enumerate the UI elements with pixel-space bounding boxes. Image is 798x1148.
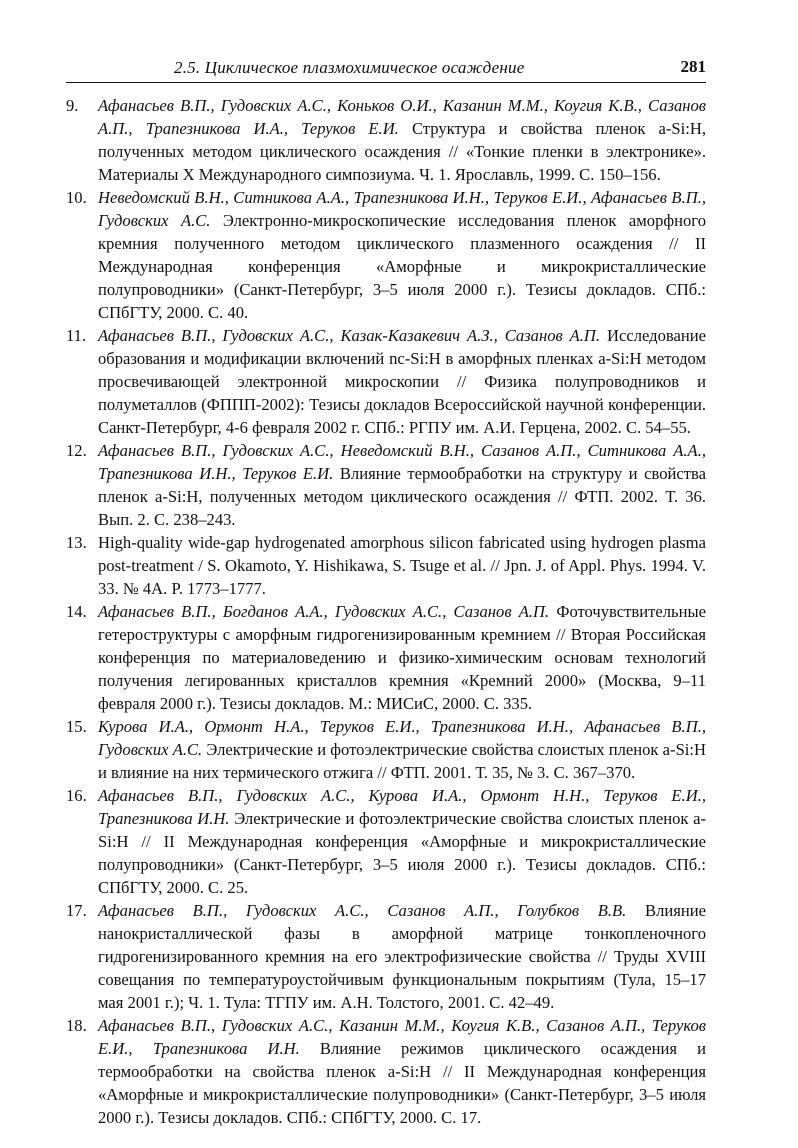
reference-item xyxy=(66,899,706,1014)
page-number: 281 xyxy=(680,57,706,76)
reference-item xyxy=(66,1014,706,1129)
reference-item xyxy=(66,600,706,715)
reference-list xyxy=(66,94,706,1129)
reference-text: Влияние режимов циклического осаждения и термообработки на свойства пленок a-Si:H // II Международная конференция «Аморфные и микрокристаллические полупроводники» (Санкт-Петербург, 3–5 июля 2000 г.). Тезисы докладов. СПб.: СПбГТУ, 2000. С. 17. xyxy=(98,1039,706,1127)
reference-text: Влияние нанокристаллической фазы в аморфной матрице тонкопленочного гидрогенизированного кремния на его электрофизические свойства // Труды XVIII совещания по температуроустойчивым функциональным покрытиям (Тула, 15–17 мая 2001 г.); Ч. 1. Тула: ТГПУ им. А.Н. Толстого, 2001. С. 42–49. xyxy=(98,901,706,1012)
reference-item xyxy=(66,784,706,899)
reference-authors: Афанасьев В.П., Гудовских А.С., Сазанов А.П., Голубков В.В. xyxy=(98,901,627,920)
reference-authors: Неведомский В.Н., Ситникова А.А., Трапезникова И.Н., Теруков Е.И., Афанасьев В.П., Гудовских А.С. xyxy=(98,188,706,230)
reference-number: 15. xyxy=(66,717,87,736)
reference-item xyxy=(66,186,706,324)
reference-item xyxy=(66,439,706,531)
reference-number: 11. xyxy=(66,326,87,345)
reference-number: 14. xyxy=(66,602,87,621)
reference-authors: Афанасьев В.П., Богданов А.А., Гудовских А.С., Сазанов А.П. xyxy=(98,602,550,621)
reference-item xyxy=(66,715,706,784)
reference-item xyxy=(66,324,706,439)
reference-authors: Афанасьев В.П., Гудовских А.С., Курова И.А., Ормонт Н.Н., Теруков Е.И., Трапезникова И.Н. xyxy=(98,786,706,828)
reference-item xyxy=(66,94,706,186)
reference-authors: Курова И.А., Ормонт Н.А., Теруков Е.И., Трапезникова И.Н., Афанасьев В.П., Гудовских А.С. xyxy=(98,717,706,759)
reference-text: High-quality wide-gap hydrogenated amorphous silicon fabricated using hydrogen plasma post-treatment / S. Okamoto, Y. Hishikawa, S. Tsuge et al. // Jpn. J. of Appl. Phys. 1994. V. 33. № 4A. P. 1773–1777. xyxy=(98,533,706,598)
reference-text: Влияние термообработки на структуру и свойства пленок a-Si:H, полученных методом циклического осаждения // ФТП. 2002. Т. 36. Вып. 2. С. 238–243. xyxy=(98,464,706,529)
reference-number: 18. xyxy=(66,1016,87,1035)
reference-number: 16. xyxy=(66,786,87,805)
reference-text: Электрические и фотоэлектрические свойства слоистых пленок a-Si:H // II Международная конференция «Аморфные и микрокристаллические полупроводники» (Санкт-Петербург, 3–5 июля 2000 г.). Тезисы докладов. СПб.: СПбГТУ, 2000. С. 25. xyxy=(98,809,706,897)
reference-number: 12. xyxy=(66,441,87,460)
running-title: 2.5. Циклическое плазмохимическое осаждение xyxy=(174,58,525,77)
reference-text: Структура и свойства пленок a-Si:H, полученных методом циклического осаждения // «Тонкие пленки в электронике». Материалы X Международного симпозиума. Ч. 1. Ярославль, 1999. С. 150–156. xyxy=(98,119,706,184)
page-header xyxy=(66,56,706,83)
reference-text: Электрические и фотоэлектрические свойства слоистых пленок a-Si:H и влияние на них термического отжига // ФТП. 2001. Т. 35, № 3. С. 367–370. xyxy=(98,740,706,782)
reference-authors: Афанасьев В.П., Гудовских А.С., Казак-Казакевич А.З., Сазанов А.П. xyxy=(98,326,601,345)
reference-item xyxy=(66,531,706,600)
reference-authors: Афанасьев В.П., Гудовских А.С., Казанин М.М., Коугия К.В., Сазанов А.П., Теруков Е.И., Трапезникова И.Н. xyxy=(98,1016,706,1058)
reference-text: Фоточувствительные гетероструктуры с аморфным гидрогенизированным кремнием // Вторая Российская конференция по материаловедению и физико-химическим основам технологий получения легированных кристаллов кремния «Кремний 2000» (Москва, 9–11 февраля 2000 г.). Тезисы докладов. М.: МИСиС, 2000. С. 335. xyxy=(98,602,706,713)
reference-authors: Афанасьев В.П., Гудовских А.С., Коньков О.И., Казанин М.М., Коугия К.В., Сазанов А.П., Трапезникова И.А., Теруков Е.И. xyxy=(98,96,706,138)
reference-text: Исследование образования и модификации включений nc-Si:H в аморфных пленках a-Si:H методом просвечивающей электронной микроскопии // Физика полупроводников и полуметаллов (ФППП-2002): Тезисы докладов Всероссийской научной конференции. Санкт-Петербург, 4-6 февраля 2002 г. СПб.: РГПУ им. А.И. Герцена, 2002. С. 54–55. xyxy=(98,326,706,437)
reference-authors: Афанасьев В.П., Гудовских А.С., Неведомский В.Н., Сазанов А.П., Ситникова А.А., Трапезникова И.Н., Теруков Е.И. xyxy=(98,441,706,483)
reference-number: 13. xyxy=(66,533,87,552)
reference-text: Электронно-микроскопические исследования пленок аморфного кремния полученного методом циклического плазменного осаждения // II Международная конференция «Аморфные и микрокристаллические полупроводники» (Санкт-Петербург, 3–5 июля 2000 г.). Тезисы докладов. СПб.: СПбГТУ, 2000. С. 40. xyxy=(98,211,707,322)
reference-number: 9. xyxy=(66,96,79,115)
reference-number: 17. xyxy=(66,901,87,920)
reference-number: 10. xyxy=(66,188,87,207)
